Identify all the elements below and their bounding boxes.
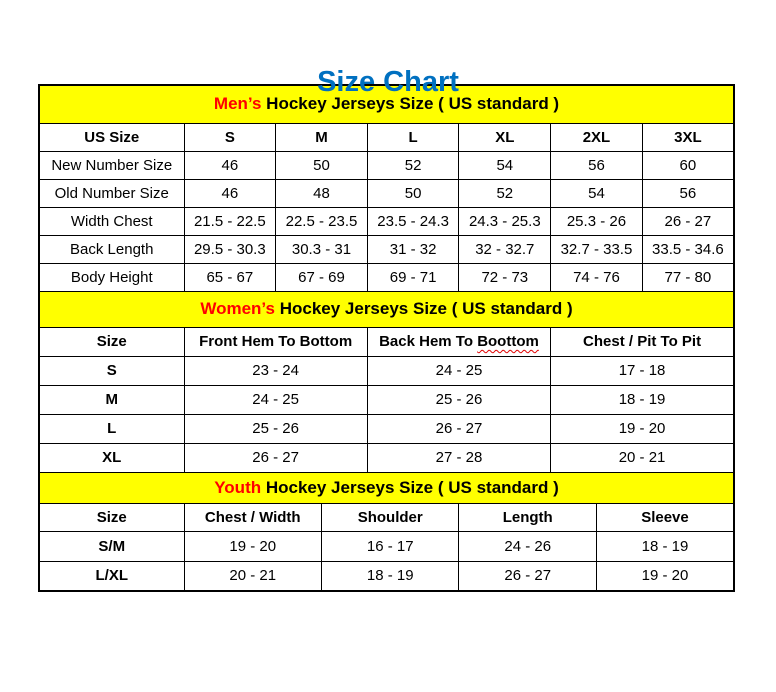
table-cell: 52 xyxy=(367,151,459,179)
section-heading-text: Hockey Jerseys Size ( US standard ) xyxy=(274,299,573,318)
table-cell: 33.5 - 34.6 xyxy=(642,235,734,263)
table-cell: 60 xyxy=(642,151,734,179)
column-header-text: Back Hem To xyxy=(379,333,478,350)
column-header: 3XL xyxy=(642,123,734,151)
table-cell: 26 - 27 xyxy=(642,207,734,235)
table-cell: 74 - 76 xyxy=(551,263,643,291)
section-heading-youth-cell xyxy=(39,472,734,503)
table-cell: 48 xyxy=(276,179,368,207)
table-cell: 18 - 19 xyxy=(551,385,734,414)
column-header: Size xyxy=(39,503,184,531)
table-cell: 24.3 - 25.3 xyxy=(459,207,551,235)
section-heading-highlight: Youth xyxy=(214,477,262,497)
column-header: Front Hem To Bottom xyxy=(184,327,367,356)
row-label: XL xyxy=(39,443,184,472)
table-cell: 21.5 - 22.5 xyxy=(184,207,276,235)
table-row xyxy=(39,414,734,443)
table-cell: 26 - 27 xyxy=(459,561,596,591)
column-header: XL xyxy=(459,123,551,151)
table-row xyxy=(39,561,734,591)
table-cell: 50 xyxy=(367,179,459,207)
table-row xyxy=(39,531,734,561)
table-cell: 25 - 26 xyxy=(367,385,550,414)
section-heading-highlight: Women’s xyxy=(200,299,275,318)
table-cell: 25.3 - 26 xyxy=(551,207,643,235)
row-label: Width Chest xyxy=(39,207,184,235)
section-heading-text: Hockey Jerseys Size ( US standard ) xyxy=(261,94,560,114)
section-heading-youth xyxy=(39,472,734,503)
table-cell: 30.3 - 31 xyxy=(276,235,368,263)
table-cell: 52 xyxy=(459,179,551,207)
table-row xyxy=(39,356,734,385)
womens-header-row xyxy=(39,327,734,356)
table-cell: 16 - 17 xyxy=(321,531,458,561)
column-header: Sleeve xyxy=(596,503,734,531)
misspelled-word: Boottom xyxy=(477,333,539,350)
table-cell: 26 - 27 xyxy=(184,443,367,472)
table-cell: 18 - 19 xyxy=(596,531,734,561)
table-cell: 23.5 - 24.3 xyxy=(367,207,459,235)
table-row xyxy=(39,207,734,235)
section-heading-highlight: Men’s xyxy=(213,94,262,114)
column-header: S xyxy=(184,123,276,151)
column-header: Shoulder xyxy=(321,503,458,531)
table-cell: 24 - 26 xyxy=(459,531,596,561)
table-cell: 29.5 - 30.3 xyxy=(184,235,276,263)
column-header: Chest / Pit To Pit xyxy=(551,327,734,356)
table-cell: 19 - 20 xyxy=(596,561,734,591)
size-chart-table xyxy=(38,84,735,592)
column-header: Chest / Width xyxy=(184,503,321,531)
table-row xyxy=(39,385,734,414)
section-heading-text: Hockey Jerseys Size ( US standard ) xyxy=(261,477,559,497)
column-header: Size xyxy=(39,327,184,356)
table-cell: 31 - 32 xyxy=(367,235,459,263)
row-label: Back Length xyxy=(39,235,184,263)
table-cell: 32.7 - 33.5 xyxy=(551,235,643,263)
column-header: L xyxy=(367,123,459,151)
table-cell: 56 xyxy=(642,179,734,207)
row-label: Body Height xyxy=(39,263,184,291)
section-heading-womens xyxy=(39,291,734,327)
table-cell: 46 xyxy=(184,151,276,179)
table-cell: 22.5 - 23.5 xyxy=(276,207,368,235)
table-cell: 65 - 67 xyxy=(184,263,276,291)
section-heading-womens-cell xyxy=(39,291,734,327)
table-cell: 19 - 20 xyxy=(184,531,321,561)
table-cell: 23 - 24 xyxy=(184,356,367,385)
table-row xyxy=(39,235,734,263)
row-label: New Number Size xyxy=(39,151,184,179)
table-cell: 20 - 21 xyxy=(551,443,734,472)
column-header: M xyxy=(276,123,368,151)
table-row xyxy=(39,443,734,472)
table-cell: 27 - 28 xyxy=(367,443,550,472)
table-cell: 20 - 21 xyxy=(184,561,321,591)
table-cell: 56 xyxy=(551,151,643,179)
column-header: 2XL xyxy=(551,123,643,151)
table-cell: 19 - 20 xyxy=(551,414,734,443)
row-label: L/XL xyxy=(39,561,184,591)
table-row xyxy=(39,263,734,291)
row-label: S xyxy=(39,356,184,385)
table-cell: 46 xyxy=(184,179,276,207)
table-cell: 72 - 73 xyxy=(459,263,551,291)
table-cell: 32 - 32.7 xyxy=(459,235,551,263)
column-header xyxy=(367,327,550,356)
table-cell: 77 - 80 xyxy=(642,263,734,291)
table-row xyxy=(39,151,734,179)
table-cell: 69 - 71 xyxy=(367,263,459,291)
column-header: Length xyxy=(459,503,596,531)
table-cell: 54 xyxy=(551,179,643,207)
mens-header-row xyxy=(39,123,734,151)
youth-header-row xyxy=(39,503,734,531)
table-cell: 24 - 25 xyxy=(184,385,367,414)
row-label: L xyxy=(39,414,184,443)
row-label: S/M xyxy=(39,531,184,561)
table-cell: 24 - 25 xyxy=(367,356,550,385)
page-title: Size Chart xyxy=(317,66,459,98)
column-header: US Size xyxy=(39,123,184,151)
table-cell: 50 xyxy=(276,151,368,179)
table-cell: 17 - 18 xyxy=(551,356,734,385)
table-cell: 26 - 27 xyxy=(367,414,550,443)
row-label: M xyxy=(39,385,184,414)
table-cell: 18 - 19 xyxy=(321,561,458,591)
table-cell: 67 - 69 xyxy=(276,263,368,291)
table-cell: 25 - 26 xyxy=(184,414,367,443)
table-row xyxy=(39,179,734,207)
row-label: Old Number Size xyxy=(39,179,184,207)
table-cell: 54 xyxy=(459,151,551,179)
